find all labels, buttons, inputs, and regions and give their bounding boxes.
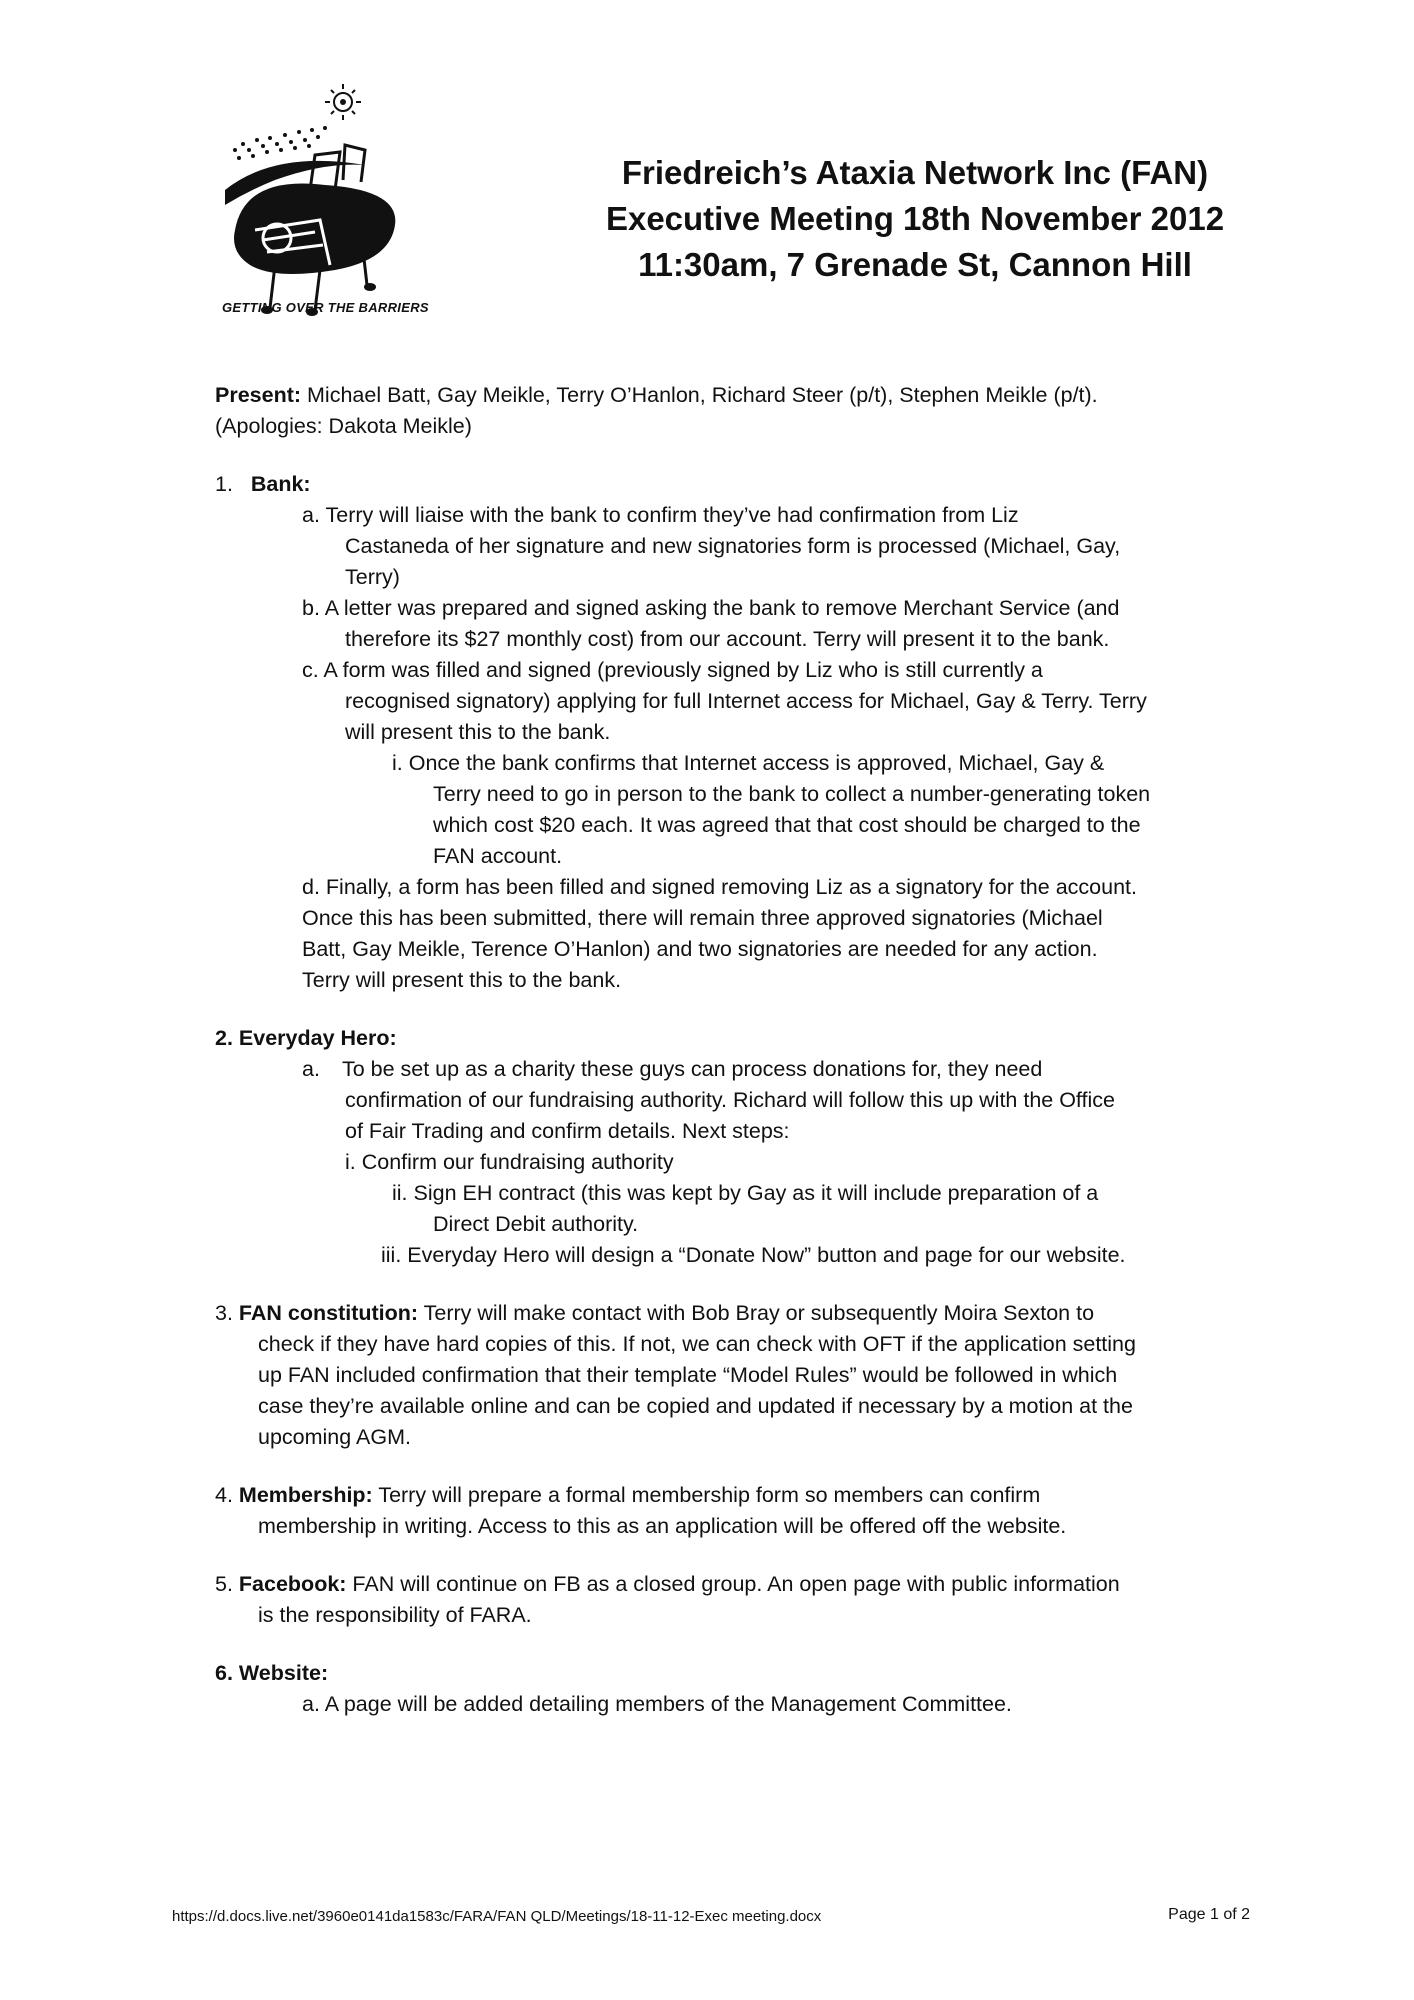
hero-item-a-line-3: of Fair Trading and confirm details. Next steps: <box>345 1119 790 1143</box>
constitution-line-4: case they’re available online and can be copied and updated if necessary by a motion at the <box>258 1394 1133 1418</box>
bank-item-a-line-3: Terry) <box>345 565 400 589</box>
constitution-number: 3. <box>215 1301 233 1325</box>
hero-item-a-marker: a. <box>302 1057 320 1081</box>
bank-item-d-line-3: Batt, Gay Meikle, Terence O’Hanlon) and two signatories are needed for any action. <box>302 937 1098 961</box>
membership-number: 4. <box>215 1483 233 1507</box>
bank-item-c-line-1: c. A form was filled and signed (previously signed by Liz who is still currently a <box>302 658 1043 682</box>
membership-line-1: Terry will prepare a formal membership form so members can confirm <box>372 1483 1041 1507</box>
present-section <box>215 380 1255 442</box>
membership-label: Membership: <box>238 1483 373 1507</box>
hero-step-iii: iii. Everyday Hero will design a “Donate Now” button and page for our website. <box>381 1243 1126 1267</box>
present-names: Michael Batt, Gay Meikle, Terry O’Hanlon, Richard Steer (p/t), Stephen Meikle (p/t). <box>301 383 1098 407</box>
hero-step-ii-line-1: ii. Sign EH contract (this was kept by Gay as it will include preparation of a <box>392 1181 1099 1205</box>
footer-file-path: https://d.docs.live.net/3960e0141da1583c/FARA/FAN QLD/Meetings/18-11-12-Exec meeting.docx <box>172 1908 822 1925</box>
everyday-hero-heading: 2. Everyday Hero: <box>215 1026 397 1050</box>
constitution-line-2: check if they have hard copies of this. If not, we can check with OFT if the application setting <box>258 1332 1136 1356</box>
facebook-line-2: is the responsibility of FARA. <box>258 1603 532 1627</box>
bank-section <box>215 469 1255 996</box>
website-section <box>215 1658 1255 1720</box>
hero-step-ii-line-2: Direct Debit authority. <box>433 1212 639 1236</box>
bank-item-a-line-1: a. Terry will liaise with the bank to confirm they’ve had confirmation from Liz <box>302 503 1019 527</box>
meeting-minutes <box>215 380 1255 1720</box>
facebook-section <box>215 1569 1255 1631</box>
logo-caption: GETTING OVER THE BARRIERS <box>222 300 429 315</box>
bank-item-ci-line-1: i. Once the bank confirms that Internet access is approved, Michael, Gay & <box>392 751 1105 775</box>
title-line-2: Executive Meeting 18th November 2012 <box>605 200 1225 237</box>
facebook-line-1: FAN will continue on FB as a closed group. An open page with public information <box>346 1572 1120 1596</box>
footer-page-number: Page 1 of 2 <box>1168 1906 1250 1923</box>
bank-item-c-line-2: recognised signatory) applying for full Internet access for Michael, Gay & Terry. Terry <box>345 689 1147 713</box>
bank-item-c-line-3: will present this to the bank. <box>345 720 611 744</box>
bank-heading: Bank: <box>250 472 311 496</box>
bank-number: 1. <box>215 472 233 496</box>
website-heading: 6. Website: <box>215 1661 329 1685</box>
website-item-a: a. A page will be added detailing members of the Management Committee. <box>302 1692 1012 1716</box>
document-title <box>565 150 1265 288</box>
constitution-label: FAN constitution: <box>238 1301 419 1325</box>
present-label: Present: <box>215 383 302 407</box>
constitution-line-5: upcoming AGM. <box>258 1425 411 1449</box>
membership-section <box>215 1480 1255 1542</box>
everyday-hero-section <box>215 1023 1255 1271</box>
hero-item-a-line-1: To be set up as a charity these guys can process donations for, they need <box>341 1057 1043 1081</box>
apologies: (Apologies: Dakota Meikle) <box>215 414 472 438</box>
constitution-line-3: up FAN included confirmation that their template “Model Rules” would be followed in which <box>258 1363 1118 1387</box>
bank-item-d-line-4: Terry will present this to the bank. <box>302 968 622 992</box>
hero-item-a-line-2: confirmation of our fundraising authority. Richard will follow this up with the Office <box>345 1088 1115 1112</box>
bank-item-ci-line-4: FAN account. <box>433 844 563 868</box>
bank-item-d-line-2: Once this has been submitted, there will remain three approved signatories (Michael <box>302 906 1103 930</box>
constitution-section <box>215 1298 1255 1453</box>
facebook-label: Facebook: <box>238 1572 347 1596</box>
bank-item-b-line-2: therefore its $27 monthly cost) from our account. Terry will present it to the bank. <box>345 627 1110 651</box>
bank-item-b-line-1: b. A letter was prepared and signed asking the bank to remove Merchant Service (and <box>302 596 1120 620</box>
title-line-3: 11:30am, 7 Grenade St, Cannon Hill <box>638 246 1192 283</box>
title-line-1: Friedreich’s Ataxia Network Inc (FAN) <box>621 154 1209 191</box>
constitution-line-1: Terry will make contact with Bob Bray or subsequently Moira Sexton to <box>418 1301 1095 1325</box>
membership-line-2: membership in writing. Access to this as an application will be offered off the website. <box>258 1514 1067 1538</box>
bank-item-ci-line-2: Terry need to go in person to the bank to collect a number-generating token <box>433 782 1151 806</box>
fan-logo <box>215 80 425 325</box>
facebook-number: 5. <box>215 1572 233 1596</box>
bank-item-ci-line-3: which cost $20 each. It was agreed that that cost should be charged to the <box>433 813 1141 837</box>
hero-step-i: i. Confirm our fundraising authority <box>345 1150 674 1174</box>
bank-item-a-line-2: Castaneda of her signature and new signatories form is processed (Michael, Gay, <box>345 534 1121 558</box>
bank-item-d-line-1: d. Finally, a form has been filled and signed removing Liz as a signatory for the account. <box>302 875 1137 899</box>
